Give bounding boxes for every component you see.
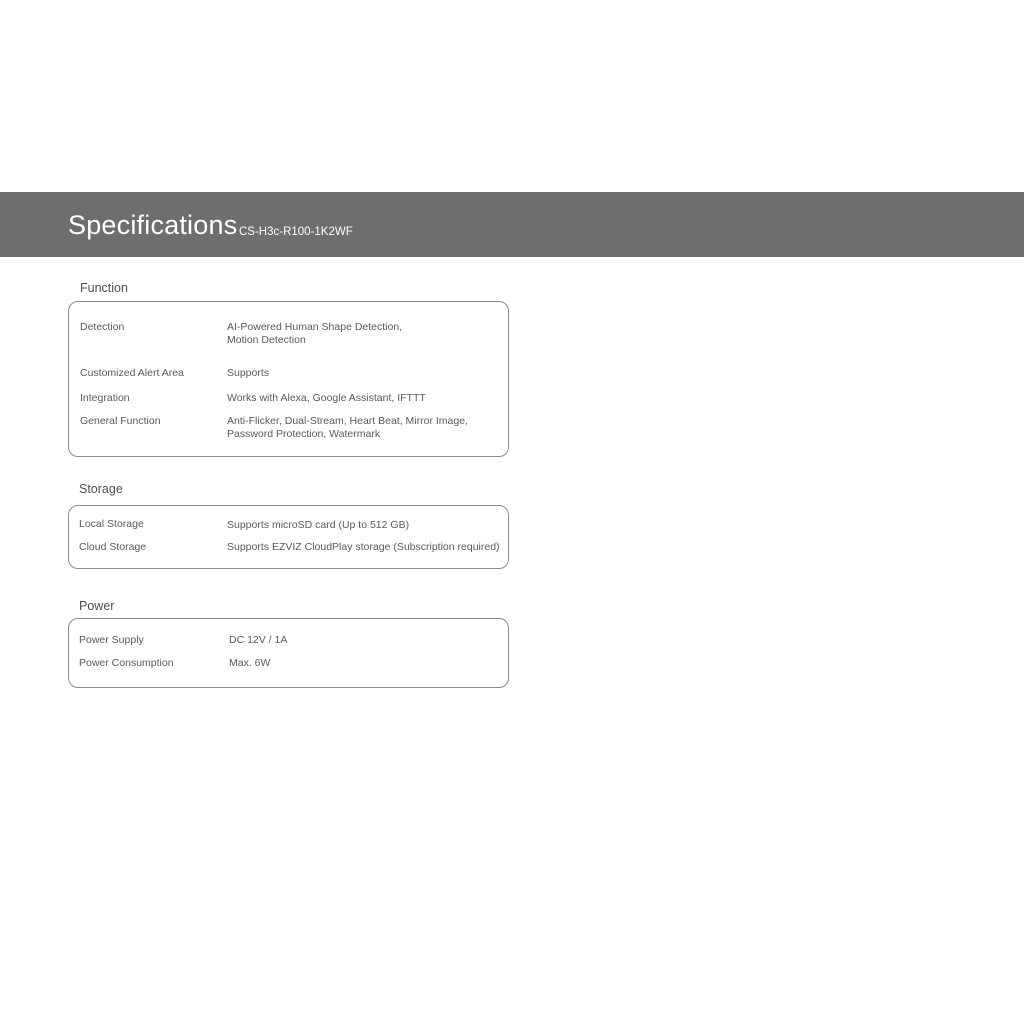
spec-label-power-supply: Power Supply <box>79 634 144 646</box>
spec-value-integration: Works with Alexa, Google Assistant, IFTTT <box>227 392 426 404</box>
spec-value-cloud-storage: Supports EZVIZ CloudPlay storage (Subscription required) <box>227 541 500 553</box>
spec-value-general-function-line2: Password Protection, Watermark <box>227 428 381 440</box>
spec-value-general-function-line1: Anti-Flicker, Dual-Stream, Heart Beat, Mirror Image, <box>227 415 468 427</box>
spec-value-detection-line1: AI-Powered Human Shape Detection, <box>227 321 403 333</box>
spec-label-general-function: General Function <box>80 415 161 427</box>
spec-label-cloud-storage: Cloud Storage <box>79 541 147 553</box>
section-title-storage: Storage <box>79 482 123 496</box>
spec-value-local-storage: Supports microSD card (Up to 512 GB) <box>227 519 410 531</box>
spec-value-alert-area: Supports <box>227 367 270 379</box>
spec-value-power-consumption: Max. 6W <box>229 657 271 669</box>
spec-value-detection-line2: Motion Detection <box>227 334 306 346</box>
spec-label-local-storage: Local Storage <box>79 518 144 530</box>
spec-label-power-consumption: Power Consumption <box>79 657 174 669</box>
page-title: Specifications <box>68 210 238 240</box>
power-spec-box <box>68 618 509 688</box>
spec-label-detection: Detection <box>80 321 125 333</box>
model-number: CS-H3c-R100-1K2WF <box>239 226 353 238</box>
spec-label-integration: Integration <box>80 392 130 404</box>
section-title-power: Power <box>79 599 115 613</box>
spec-label-alert-area: Customized Alert Area <box>80 367 184 379</box>
storage-spec-box <box>68 505 509 569</box>
spec-value-power-supply: DC 12V / 1A <box>229 634 288 646</box>
section-title-function: Function <box>80 281 128 295</box>
